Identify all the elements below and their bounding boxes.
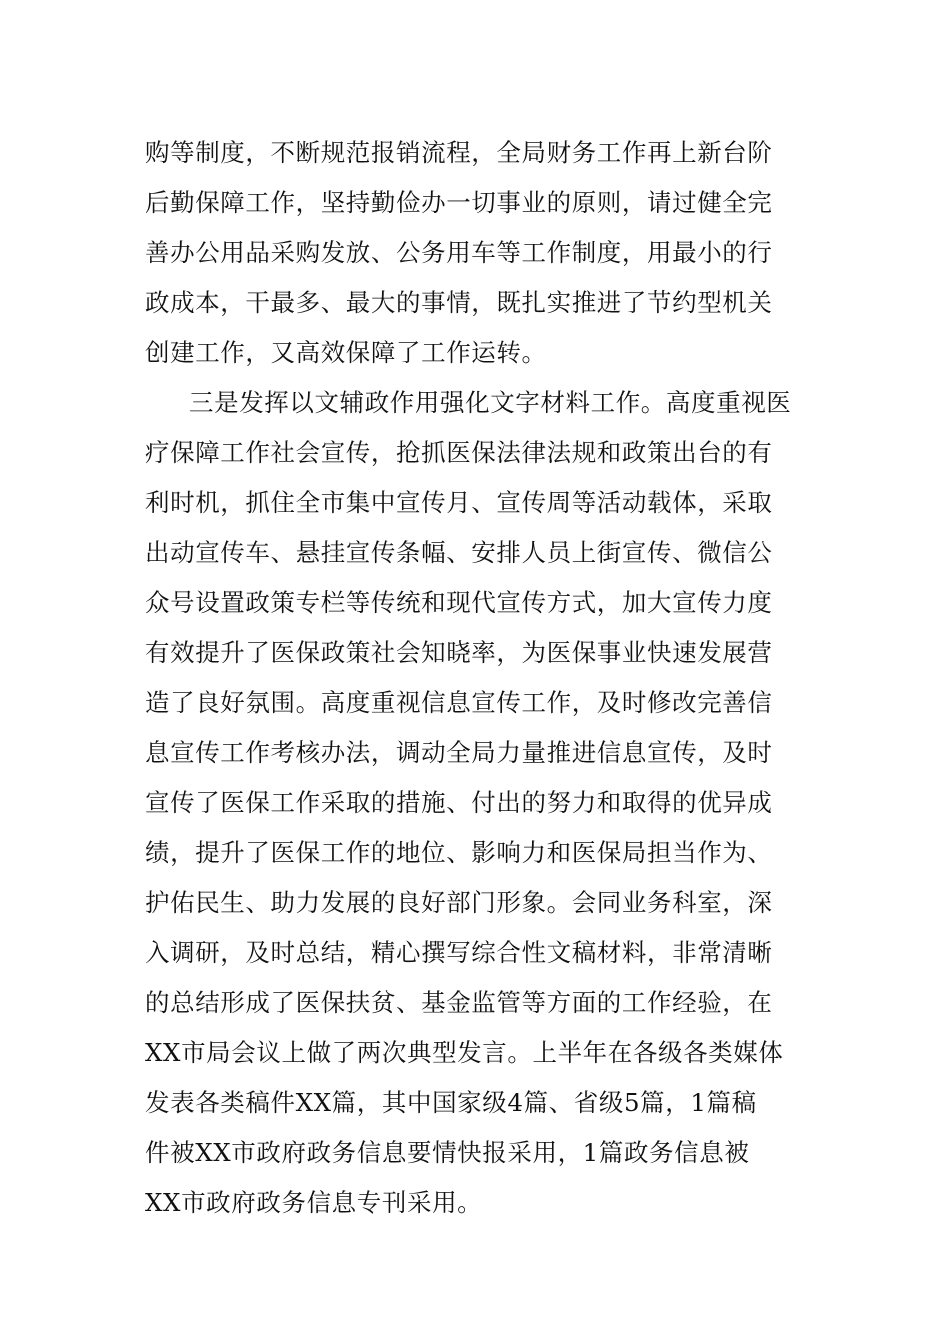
text-line-2: 后勤保障工作，坚持勤俭办一切事业的原则，请过健全完 (145, 188, 773, 217)
text-line-1: 购等制度，不断规范报销流程，全局财务工作再上新台阶 (145, 138, 773, 167)
text-line-21: 件被XX市政府政务信息要情快报采用，1篇政务信息被 (145, 1138, 750, 1167)
text-line-20: 发表各类稿件XX篇，其中国家级4篇、省级5篇，1篇稿 (145, 1088, 757, 1117)
text-line-14: 宣传了医保工作采取的措施、付出的努力和取得的优异成 (145, 788, 773, 817)
text-line-17: 入调研，及时总结，精心撰写综合性文稿材料，非常清晰 (145, 938, 773, 967)
text-line-13: 息宣传工作考核办法，调动全局力量推进信息宣传，及时 (145, 738, 773, 767)
text-line-3: 善办公用品采购发放、公务用车等工作制度，用最小的行 (145, 238, 773, 267)
paragraph-heading-line: 三是发挥以文辅政作用强化文字材料工作。高度重视医 (189, 388, 792, 417)
text-line-16: 护佑民生、助力发展的良好部门形象。会同业务科室，深 (145, 888, 773, 917)
text-line-5: 创建工作，又高效保障了工作运转。 (145, 338, 547, 367)
text-line-12: 造了良好氛围。高度重视信息宣传工作，及时修改完善信 (145, 688, 773, 717)
text-line-8: 利时机，抓住全市集中宣传月、宣传周等活动载体，采取 (145, 488, 773, 517)
text-line-18: 的总结形成了医保扶贫、基金监管等方面的工作经验，在 (145, 988, 773, 1017)
text-line-15: 绩，提升了医保工作的地位、影响力和医保局担当作为、 (145, 838, 773, 867)
text-line-22: XX市政府政务信息专刊采用。 (145, 1188, 483, 1217)
text-line-10: 众号设置政策专栏等传统和现代宣传方式，加大宣传力度 (145, 588, 773, 617)
text-line-11: 有效提升了医保政策社会知晓率，为医保事业快速发展营 (145, 638, 773, 667)
text-line-9: 出动宣传车、悬挂宣传条幅、安排人员上街宣传、微信公 (145, 538, 773, 567)
text-line-4: 政成本，干最多、最大的事情，既扎实推进了节约型机关 (145, 288, 773, 317)
document-body (145, 128, 810, 1228)
text-line-7: 疗保障工作社会宣传，抢抓医保法律法规和政策出台的有 (145, 438, 773, 467)
text-line-19: XX市局会议上做了两次典型发言。上半年在各级各类媒体 (145, 1038, 784, 1067)
